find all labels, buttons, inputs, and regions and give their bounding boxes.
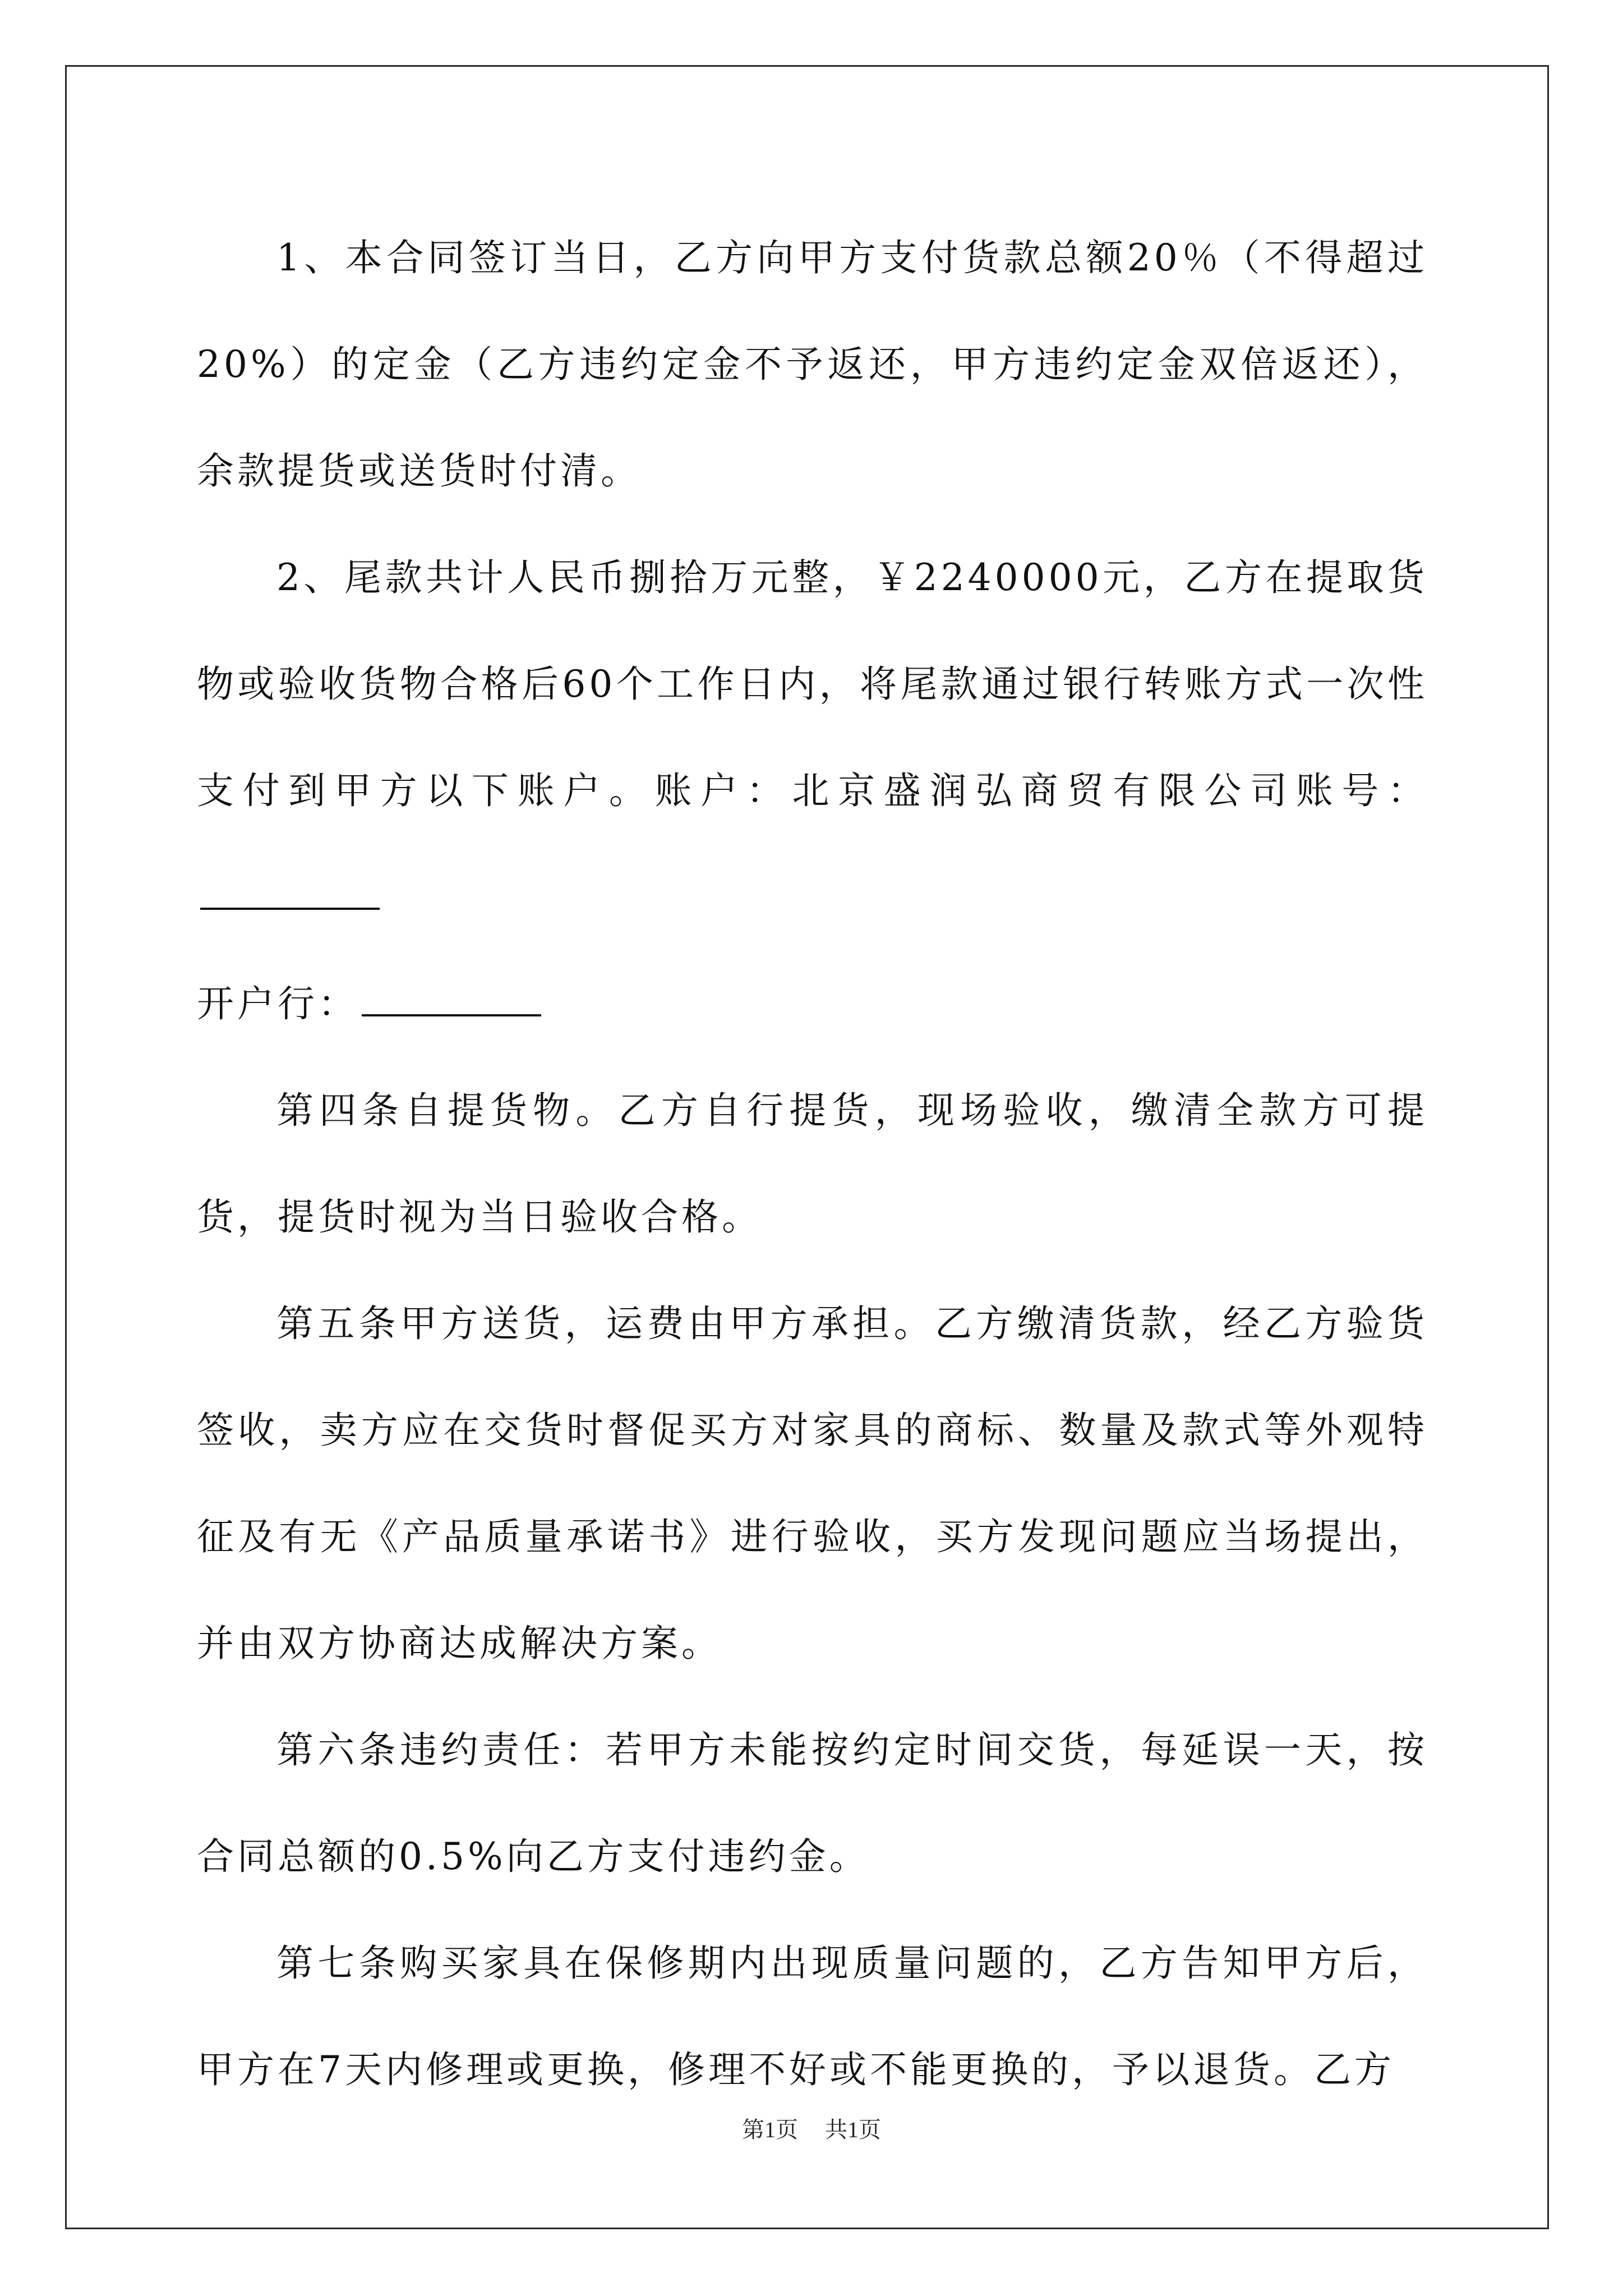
- clause-article-4: 第四条自提货物。乙方自行提货，现场验收，缴清全款方可提货，提货时视为当日验收合格。: [197, 1089, 1428, 1239]
- balance-text: 2、尾款共计人民币捌拾万元整，￥2240000元，乙方在提取货物或验收货物合格后60个工作日内，将尾款通过银行转账方式一次性支付到甲方以下账户。账户：北京盛润弘商贸有限公司账号：: [197, 556, 1428, 812]
- clause-article-5: 第五条甲方送货，运费由甲方承担。乙方缴清货款，经乙方验货签收，卖方应在交货时督促买方对家具的商标、数量及款式等外观特征及有无《产品质量承诺书》进行验收，买方发现问题应当场提出，并由双方协商达成解决方案。: [197, 1302, 1428, 1665]
- page-total: 共1页: [825, 2117, 881, 2142]
- page-footer: [0, 2112, 1623, 2144]
- clause-payment-deposit: 1、本合同签订当日，乙方向甲方支付货款总额20％（不得超过20%）的定金（乙方违约定金不予返还，甲方违约定金双倍返还），余款提货或送货时付清。: [197, 236, 1428, 493]
- clause-article-6: 第六条违约责任：若甲方未能按约定时间交货，每延误一天，按合同总额的0.5%向乙方支付违约金。: [197, 1728, 1428, 1878]
- clause-article-7: 第七条购买家具在保修期内出现质量问题的，乙方告知甲方后，甲方在7天内修理或更换，修理不好或不能更换的，予以退货。乙方: [197, 1941, 1428, 2091]
- bank-label: 开户行：: [197, 982, 358, 1025]
- bank-name-blank: [362, 982, 541, 1016]
- document-body: [197, 205, 1428, 2123]
- page-number: 第1页: [742, 2117, 798, 2142]
- clause-payment-balance: [197, 524, 1428, 1057]
- account-number-blank: [200, 875, 380, 910]
